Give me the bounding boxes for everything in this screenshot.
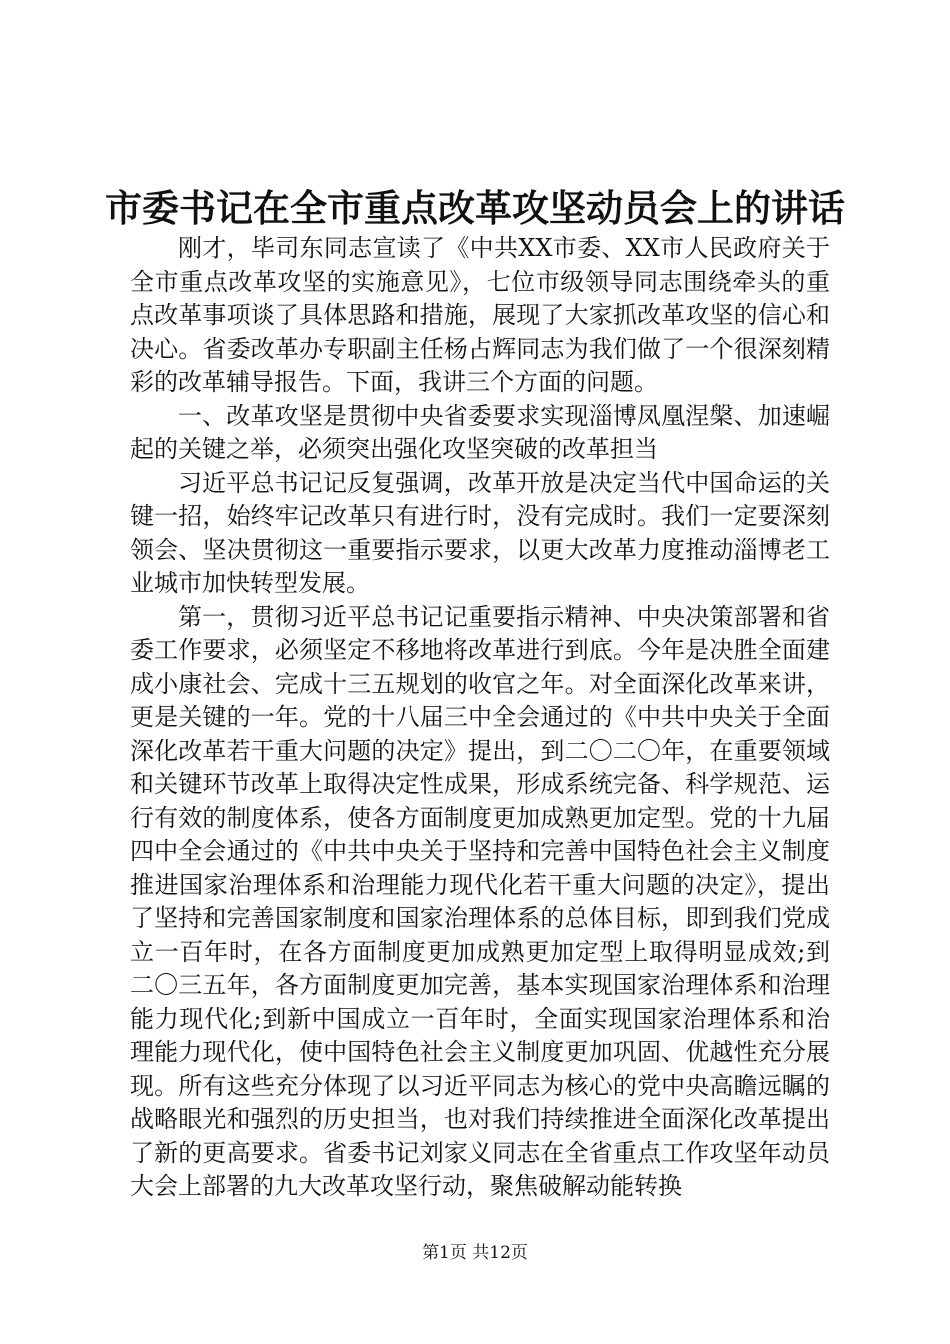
page-footer: 第1页 共12页 (422, 1243, 528, 1263)
document-body (130, 232, 830, 1204)
paragraph-reform-quote: 习近平总书记记反复强调，改革开放是决定当代中国命运的关键一招，始终牢记改革只有进行时，没有完成时。我们一定要深刻领会、坚决贯彻这一重要指示要求，以更大改革力度推动淄博老工业城市加快转型发展。 (130, 468, 830, 597)
paragraph-first-point: 第一，贯彻习近平总书记记重要指示精神、中央决策部署和省委工作要求，必须坚定不移地将改革进行到底。今年是决胜全面建成小康社会、完成十三五规划的收官之年。对全面深化改革来讲，更是关键的一年。党的十八届三中全会通过的《中共中央关于全面深化改革若干重大问题的决定》提出，到二〇二〇年，在重要领域和关键环节改革上取得决定性成果，形成系统完备、科学规范、运行有效的制度体系，使各方面制度更加成熟更加定型。党的十九届四中全会通过的《中共中央关于坚持和完善中国特色社会主义制度推进国家治理体系和治理能力现代化若干重大问题的决定》，提出了坚持和完善国家制度和国家治理体系的总体目标，即到我们党成立一百年时，在各方面制度更加成熟更加定型上取得明显成效;到二〇三五年，各方面制度更加完善，基本实现国家治理体系和治理能力现代化;到新中国成立一百年时，全面实现国家治理体系和治理能力现代化，使中国特色社会主义制度更加巩固、优越性充分展现。所有这些充分体现了以习近平同志为核心的党中央高瞻远瞩的战略眼光和强烈的历史担当，也对我们持续推进全面深化改革提出了新的更高要求。省委书记刘家义同志在全省重点工作攻坚年动员大会上部署的九大改革攻坚行动，聚焦破解动能转换 (130, 602, 830, 1200)
paragraph-intro: 刚才，毕司东同志宣读了《中共XX市委、XX市人民政府关于全市重点改革攻坚的实施意见》，七位市级领导同志围绕牵头的重点改革事项谈了具体思路和措施，展现了大家抓改革攻坚的信心和决心。省委改革办专职副主任杨占辉同志为我们做了一个很深刻精彩的改革辅导报告。下面，我讲三个方面的问题。 (130, 234, 830, 396)
document-title: 市委书记在全市重点改革攻坚动员会上的讲话 (105, 186, 845, 230)
paragraph-section-heading: 一、改革攻坚是贯彻中央省委要求实现淄博凤凰涅槃、加速崛起的关键之举，必须突出强化攻坚突破的改革担当 (130, 401, 830, 463)
